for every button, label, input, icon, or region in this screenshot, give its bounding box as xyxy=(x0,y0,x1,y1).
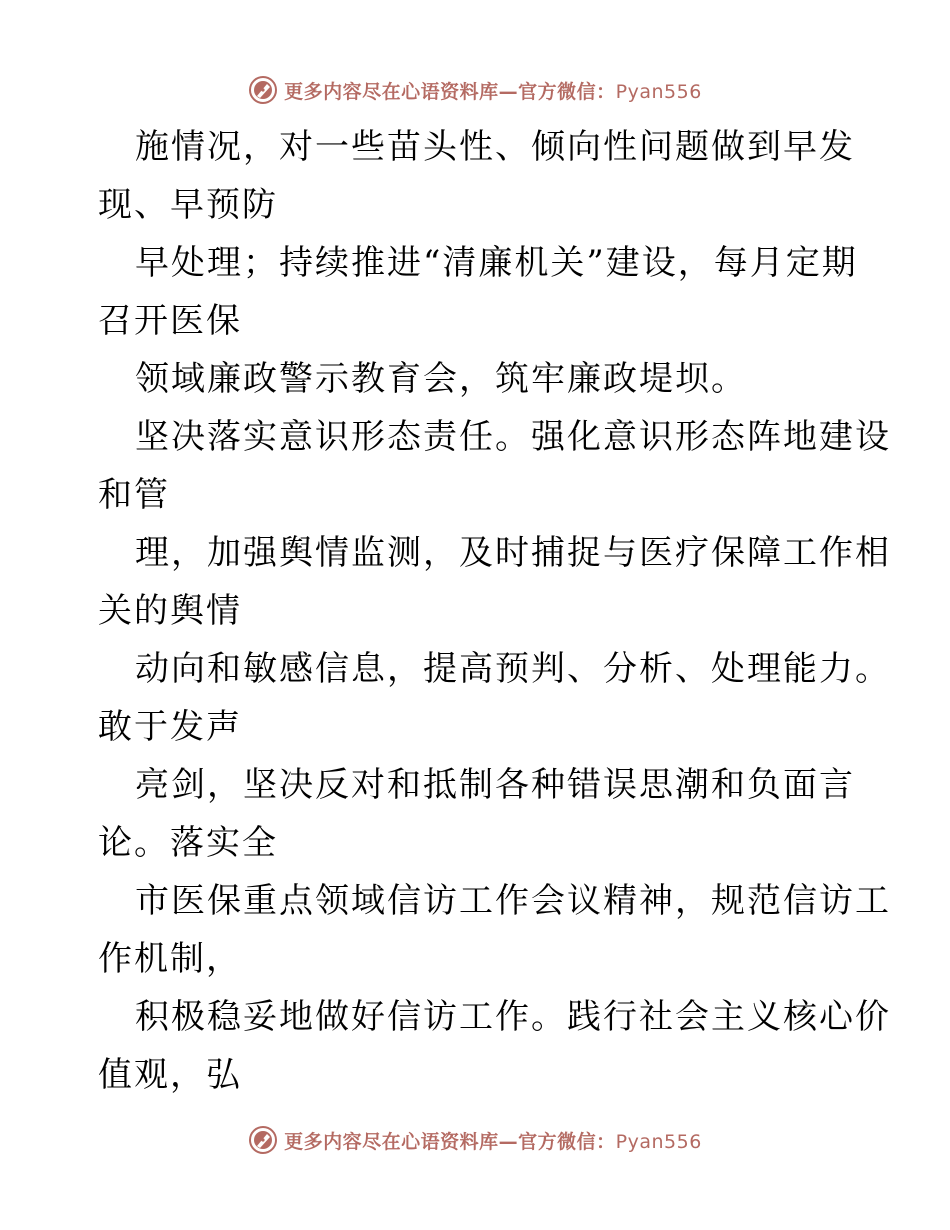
document-body xyxy=(98,118,891,1104)
paragraph-line: 敢于发声 xyxy=(98,707,242,747)
pen-nib-seal-icon xyxy=(248,75,278,105)
paragraph-line: 值观，弘 xyxy=(98,1055,242,1095)
paragraph-line: 论。落实全 xyxy=(98,823,278,863)
watermark-text: 更多内容尽在心语资料库—官方微信：Pyan556 xyxy=(284,1130,702,1153)
paragraph-line: 关的舆情 xyxy=(98,591,242,631)
paragraph-line: 亮剑，坚决反对和抵制各种错误思潮和负面言 xyxy=(135,765,855,805)
paragraph-line: 理，加强舆情监测，及时捕捉与医疗保障工作相 xyxy=(135,533,891,573)
footer-watermark xyxy=(0,1120,950,1160)
paragraph-line: 作机制， xyxy=(98,939,242,979)
paragraph-line: 坚决落实意识形态责任。强化意识形态阵地建设 xyxy=(135,417,891,457)
paragraph-line: 动向和敏感信息，提高预判、分析、处理能力。 xyxy=(135,649,891,689)
paragraph-line: 市医保重点领域信访工作会议精神，规范信访工 xyxy=(135,881,891,921)
watermark-text: 更多内容尽在心语资料库—官方微信：Pyan556 xyxy=(284,80,702,103)
paragraph-line: 施情况，对一些苗头性、倾向性问题做到早发 xyxy=(135,127,855,167)
pen-nib-seal-icon xyxy=(248,1125,278,1155)
paragraph-line: 领域廉政警示教育会，筑牢廉政堤坝。 xyxy=(135,359,747,399)
paragraph-line: 召开医保 xyxy=(98,301,242,341)
paragraph-line: 现、早预防 xyxy=(98,185,278,225)
paragraph-line: 和管 xyxy=(98,475,170,515)
header-watermark xyxy=(0,70,950,110)
paragraph-line: 积极稳妥地做好信访工作。践行社会主义核心价 xyxy=(135,997,891,1037)
paragraph-line: 早处理；持续推进“清廉机关”建设，每月定期 xyxy=(135,243,858,283)
